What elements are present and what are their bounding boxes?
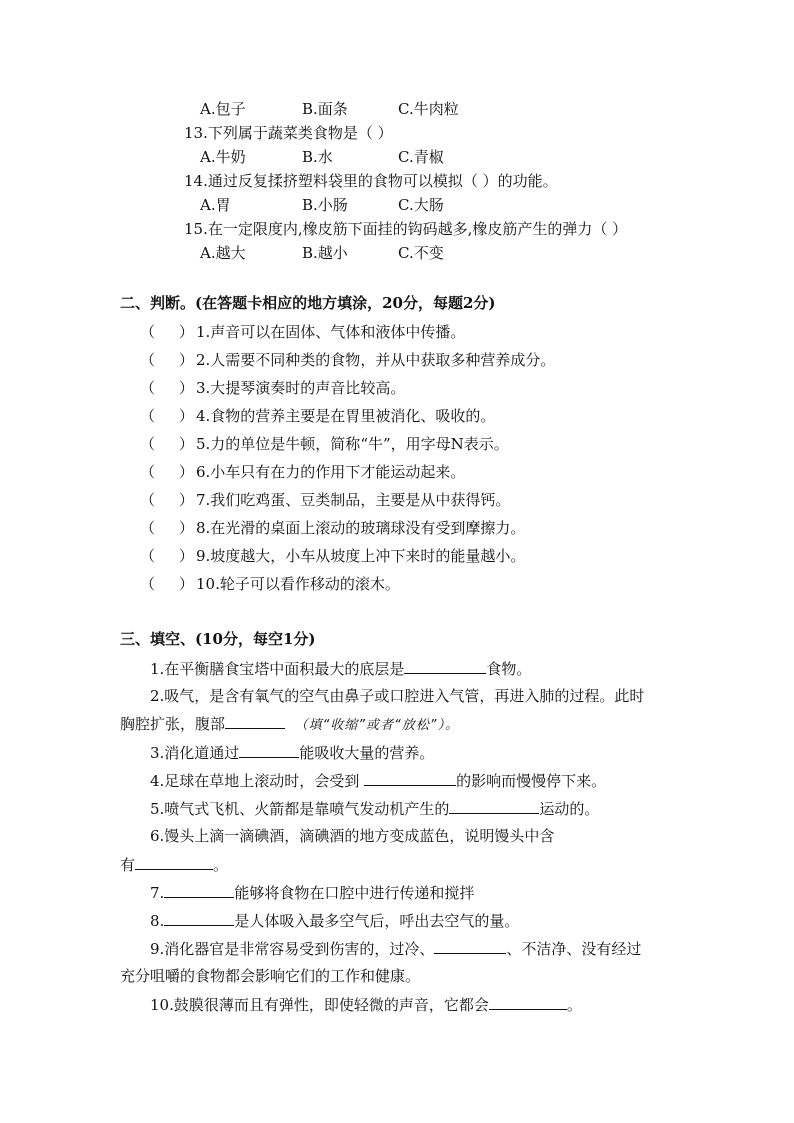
answer-paren-open: （ <box>140 323 156 341</box>
judgement-item <box>140 434 509 454</box>
fill-item-3 <box>150 742 434 763</box>
answer-paren-open: （ <box>140 351 156 369</box>
fill-text: 食物。 <box>486 660 532 678</box>
fill-text: 4.足球在草地上滚动时，会受到 <box>150 772 365 790</box>
fill-item-1 <box>150 658 531 679</box>
fill-text: 、不洁净、没有经过 <box>506 940 642 958</box>
judgement-item <box>140 518 525 538</box>
answer-paren-close: ） <box>178 491 194 509</box>
judgement-text: 5.力的单位是牛顿，简称“牛”，用字母N表示。 <box>196 435 509 453</box>
fill-item-5 <box>150 798 599 819</box>
fill-text: 5.喷气式飞机、火箭都是靠喷气发动机产生的 <box>150 800 450 818</box>
answer-paren-open: （ <box>140 463 156 481</box>
answer-blank[interactable] <box>225 713 285 729</box>
judgement-text: 2.人需要不同种类的食物，并从中获取多种营养成分。 <box>196 351 556 369</box>
option-a: A.胃 <box>200 196 231 214</box>
answer-blank[interactable] <box>434 938 506 954</box>
answer-paren-close: ） <box>178 323 194 341</box>
option-c: C.大肠 <box>398 196 444 214</box>
option-c: C.青椒 <box>398 148 444 166</box>
judgement-text: 10.轮子可以看作移动的滚木。 <box>196 575 400 593</box>
fill-text: 8. <box>150 912 165 930</box>
fill-text: 的影响而慢慢停下来。 <box>456 772 607 790</box>
judgement-item <box>140 490 510 510</box>
option-a: A.包子 <box>200 100 246 118</box>
answer-blank[interactable] <box>239 742 299 758</box>
judgement-text: 1.声音可以在固体、气体和液体中传播。 <box>196 323 466 341</box>
option-b: B.小肠 <box>302 196 348 214</box>
fill-text: 是人体吸入最多空气后，呼出去空气的量。 <box>234 912 520 930</box>
answer-paren-open: （ <box>140 435 156 453</box>
fill-item-6-line1: 6.馒头上滴一滴碘酒，滴碘酒的地方变成蓝色，说明馒头中含 <box>150 827 555 845</box>
judgement-text: 9.坡度越大，小车从坡度上冲下来时的能量越小。 <box>196 547 526 565</box>
answer-paren-close: ） <box>178 575 194 593</box>
fill-item-2-line2 <box>120 713 459 736</box>
answer-paren-close: ） <box>178 519 194 537</box>
answer-blank[interactable] <box>364 770 456 786</box>
answer-blank[interactable] <box>449 798 539 814</box>
answer-paren-open: （ <box>140 407 156 425</box>
judgement-item <box>140 574 400 594</box>
fill-text: 9.消化器官是非常容易受到伤害的，过冷、 <box>150 940 435 958</box>
option-b: B.面条 <box>302 100 348 118</box>
answer-paren-close: ） <box>178 379 194 397</box>
answer-paren-close: ） <box>178 547 194 565</box>
judgement-text: 3.大提琴演奏时的声音比较高。 <box>196 379 406 397</box>
option-a: A.牛奶 <box>200 148 246 166</box>
answer-blank[interactable] <box>404 658 486 674</box>
answer-paren-open: （ <box>140 547 156 565</box>
answer-paren-close: ） <box>178 407 194 425</box>
fill-item-9-line1 <box>150 938 641 959</box>
fill-item-2-line1: 2.吸气，是含有氧气的空气由鼻子或口腔进入气管，再进入肺的过程。此时 <box>150 687 645 705</box>
option-c: C.不变 <box>398 244 444 262</box>
fill-hint: （填“收缩”或者“放松”）。 <box>294 718 460 733</box>
fill-text: 胸腔扩张，腹部 <box>120 715 226 733</box>
answer-blank[interactable] <box>135 854 213 870</box>
judgement-item <box>140 378 405 398</box>
section-title-fill-blank: 三、填空、(10分，每空1分) <box>120 630 316 648</box>
fill-text: 运动的。 <box>539 800 600 818</box>
fill-item-8 <box>150 910 519 931</box>
fill-text: 能够将食物在口腔中进行传递和搅拌 <box>234 884 475 902</box>
question-14: 14.通过反复揉挤塑料袋里的食物可以模拟（ ）的功能。 <box>184 172 558 190</box>
judgement-item <box>140 462 465 482</box>
fill-item-10 <box>150 994 582 1015</box>
fill-item-9-line2: 充分咀嚼的食物都会影响它们的工作和健康。 <box>120 967 421 985</box>
question-13: 13.下列属于蔬菜类食物是（ ） <box>184 124 393 142</box>
fill-text: 。 <box>213 856 229 874</box>
answer-paren-open: （ <box>140 519 156 537</box>
answer-paren-close: ） <box>178 463 194 481</box>
judgement-item <box>140 406 495 426</box>
judgement-text: 4.食物的营养主要是在胃里被消化、吸收的。 <box>196 407 496 425</box>
fill-text: 7. <box>150 884 165 902</box>
answer-blank[interactable] <box>164 882 234 898</box>
fill-text: 。 <box>566 996 582 1014</box>
answer-paren-close: ） <box>178 351 194 369</box>
fill-text: 能吸收大量的营养。 <box>299 744 435 762</box>
answer-paren-open: （ <box>140 575 156 593</box>
judgement-text: 6.小车只有在力的作用下才能运动起来。 <box>196 463 466 481</box>
answer-paren-close: ） <box>178 435 194 453</box>
judgement-text: 8.在光滑的桌面上滚动的玻璃球没有受到摩擦力。 <box>196 519 526 537</box>
judgement-item <box>140 546 525 566</box>
fill-text: 有 <box>120 856 136 874</box>
judgement-item <box>140 350 555 370</box>
section-title-judgement: 二、判断。(在答题卡相应的地方填涂，20分，每题2分) <box>120 294 496 312</box>
answer-paren-open: （ <box>140 491 156 509</box>
question-15: 15.在一定限度内,橡皮筋下面挂的钩码越多,橡皮筋产生的弹力（ ） <box>184 220 628 238</box>
answer-paren-open: （ <box>140 379 156 397</box>
answer-blank[interactable] <box>164 910 234 926</box>
fill-text: 3.消化道通过 <box>150 744 240 762</box>
answer-blank[interactable] <box>489 994 567 1010</box>
option-a: A.越大 <box>200 244 246 262</box>
option-b: B.越小 <box>302 244 348 262</box>
fill-text: 10.鼓膜很薄而且有弹性，即使轻微的声音，它都会 <box>150 996 489 1014</box>
fill-item-7 <box>150 882 474 903</box>
fill-item-6-line2 <box>120 854 228 875</box>
option-b: B.水 <box>302 148 333 166</box>
judgement-text: 7.我们吃鸡蛋、豆类制品，主要是从中获得钙。 <box>196 491 511 509</box>
fill-item-4 <box>150 770 606 791</box>
judgement-item <box>140 322 465 342</box>
option-c: C.牛肉粒 <box>398 100 459 118</box>
fill-text: 1.在平衡膳食宝塔中面积最大的底层是 <box>150 660 405 678</box>
